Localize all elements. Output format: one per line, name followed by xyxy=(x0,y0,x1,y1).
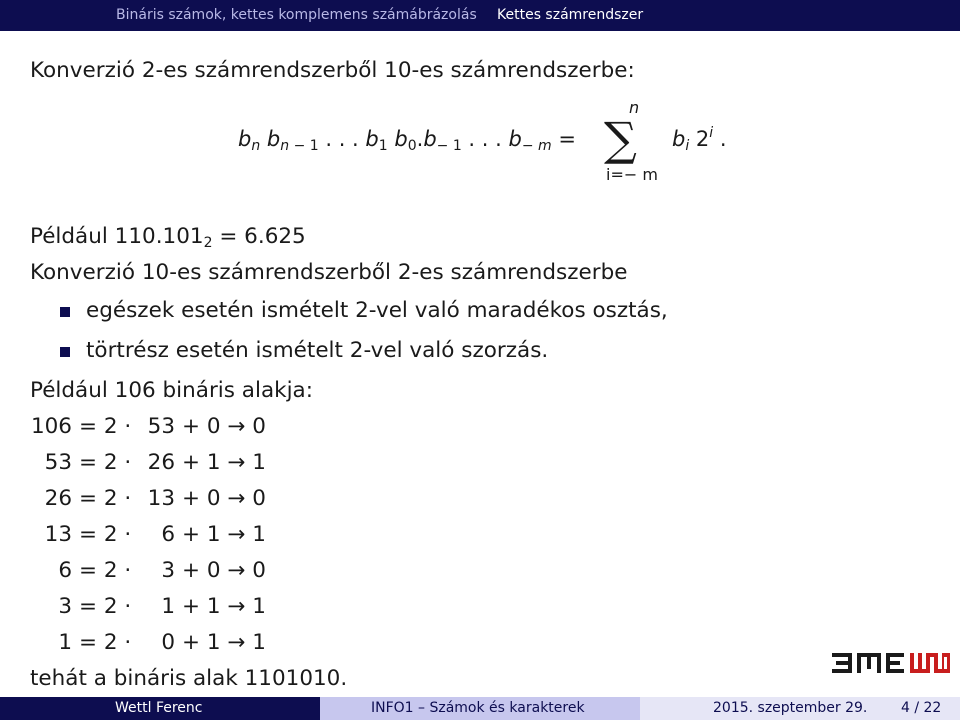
formula-lhs: $b_n$ $b_{n - 1}$ . . . $b_1$ $b_0.b_{- 1}$ . . . $b_{- m}$ = xyxy=(238,127,576,154)
footer-author-panel xyxy=(0,697,320,720)
sum-symbol: ∑ xyxy=(604,112,637,166)
conversion-heading-10-to-2: Konverzió 10-es számrendszerből 2-es számrendszerbe xyxy=(30,260,628,285)
example-106-heading: Például 106 bináris alakja: xyxy=(30,378,313,403)
division-step: 6 = 2 · 3 + 0 → 0 xyxy=(58,558,266,583)
division-step: 53 = 2 · 26 + 1 → 1 xyxy=(44,450,266,475)
division-step: 13 = 2 · 6 + 1 → 1 xyxy=(44,522,266,547)
division-step: 1 = 2 · 0 + 1 → 1 xyxy=(58,630,266,655)
division-step: 26 = 2 · 13 + 0 → 0 xyxy=(44,486,266,511)
example-binary-fraction: Például $110.101_2 = 6.625$ xyxy=(30,224,306,251)
bullet-text: törtrész esetén ismételt 2-vel való szorzás. xyxy=(86,338,549,363)
footer-date: 2015. szeptember 29. xyxy=(713,700,868,716)
division-step: 106 = 2 · 53 + 0 → 0 xyxy=(30,414,266,439)
conversion-heading-2-to-10: Konverzió 2-es számrendszerből 10-es számrendszerbe: xyxy=(30,58,635,83)
nav-section-link[interactable]: Bináris számok, kettes komplemens számábrázolás xyxy=(116,7,477,23)
footer-course-panel xyxy=(320,697,640,720)
square-bullet-icon xyxy=(60,347,70,357)
conclusion-text: tehát a bináris alak 1101010. xyxy=(30,666,348,691)
footer-course: INFO1 – Számok és karakterek xyxy=(371,700,585,716)
sum-upper-limit: n xyxy=(629,98,640,117)
footer-bar xyxy=(0,697,960,720)
bme-vik-logo xyxy=(832,651,952,675)
footer-author: Wettl Ferenc xyxy=(115,700,203,716)
footer-date-panel xyxy=(640,697,960,720)
sum-lower-limit: i=− m xyxy=(606,165,658,184)
binary-expansion-formula xyxy=(238,98,738,190)
formula-rhs: $b_i$ 2$^i$ . xyxy=(672,125,727,154)
bullet-text: egészek esetén ismételt 2-vel való maradékos osztás, xyxy=(86,298,668,323)
square-bullet-icon xyxy=(60,307,70,317)
top-navigation-bar xyxy=(0,0,960,31)
division-step: 3 = 2 · 1 + 1 → 1 xyxy=(58,594,266,619)
footer-page-number: 4 / 22 xyxy=(901,700,942,716)
nav-subsection-link[interactable]: Kettes számrendszer xyxy=(497,7,644,23)
